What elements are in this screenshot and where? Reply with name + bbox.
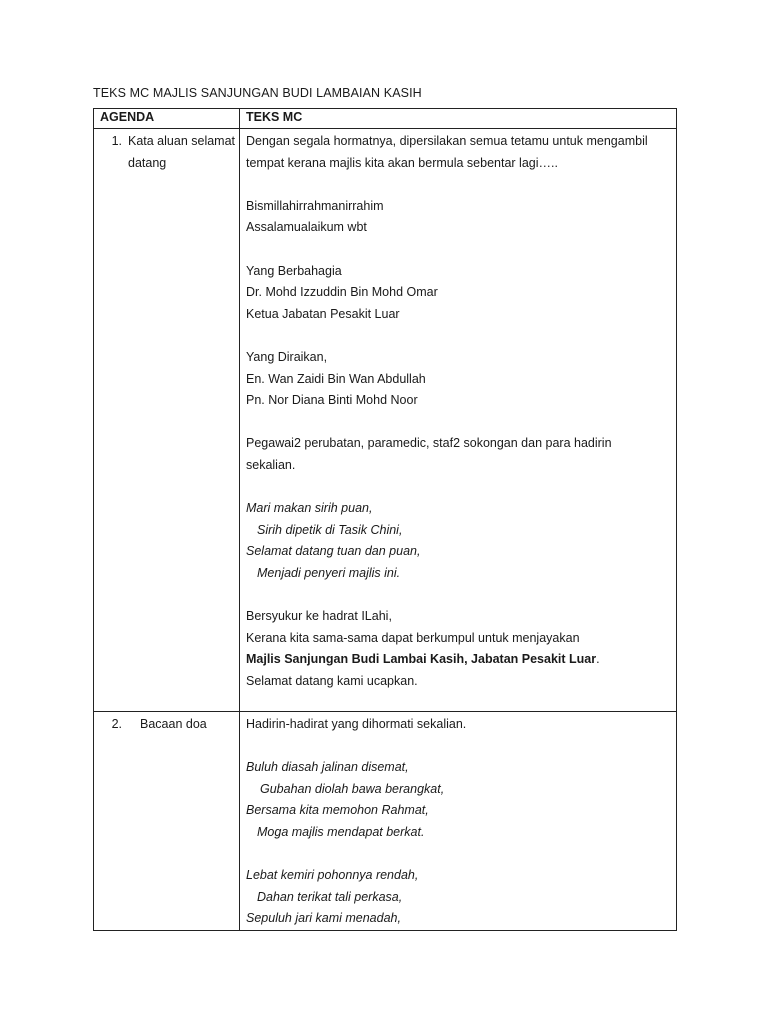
header-agenda: AGENDA: [94, 109, 240, 129]
pantun-line: Menjadi penyeri majlis ini.: [257, 565, 401, 580]
table-row: [94, 712, 677, 931]
pantun-line: Moga majlis mendapat berkat.: [257, 824, 425, 839]
text-line: tempat kerana majlis kita akan bermula sebentar lagi…..: [246, 155, 558, 170]
text-line: [246, 649, 670, 671]
paragraph: [246, 714, 670, 736]
text-line: Dengan segala hormatnya, dipersilakan semua tetamu untuk mengambil: [246, 134, 648, 148]
text-line: Hadirin-hadirat yang dihormati sekalian.: [246, 717, 467, 731]
pantun-line: Mari makan sirih puan,: [246, 501, 373, 516]
text-line: Pegawai2 perubatan, paramedic, staf2 sokongan dan para hadirin: [246, 436, 612, 451]
item-label-line: Bacaan doa: [140, 717, 207, 731]
pantun-line: Sirih dipetik di Tasik Chini,: [257, 522, 403, 537]
header-teks-mc: TEKS MC: [240, 109, 677, 129]
text-line: Kerana kita sama-sama dapat berkumpul untuk menjayakan: [246, 630, 580, 645]
agenda-cell: [94, 712, 240, 931]
pantun-line: Bersama kita memohon Rahmat,: [246, 803, 429, 818]
paragraph: [246, 196, 670, 239]
mc-text-cell: [240, 712, 677, 931]
pantun-line: Buluh diasah jalinan disemat,: [246, 760, 409, 775]
pantun: [246, 865, 670, 930]
text-line: Bismillahirrahmanirrahim: [246, 198, 384, 213]
event-name-bold: Majlis Sanjungan Budi Lambai Kasih, Jabatan Pesakit Luar: [246, 652, 597, 667]
text-line: Ketua Jabatan Pesakit Luar: [246, 306, 400, 321]
pantun-line: Gubahan diolah bawa berangkat,: [260, 781, 445, 796]
item-label: [128, 714, 207, 736]
text-line: sekalian.: [246, 457, 296, 472]
item-number: 2.: [111, 717, 122, 731]
table-header-row: [94, 109, 677, 129]
item-label: [128, 131, 235, 174]
table-row: [94, 129, 677, 712]
paragraph: [246, 606, 670, 692]
text-line: Assalamualaikum wbt: [246, 220, 367, 235]
text-line: Yang Diraikan,: [246, 349, 328, 364]
pantun-line: Lebat kemiri pohonnya rendah,: [246, 868, 419, 883]
agenda-table: [93, 108, 677, 931]
pantun: [246, 757, 670, 843]
text-line: Dr. Mohd Izzuddin Bin Mohd Omar: [246, 285, 438, 300]
item-label-line: datang: [128, 155, 167, 170]
paragraph: [246, 433, 670, 476]
mc-text-cell: [240, 129, 677, 712]
paragraph: [246, 131, 670, 174]
agenda-cell: [94, 129, 240, 712]
text-line: Yang Berbahagia: [246, 263, 342, 278]
text-line: Bersyukur ke hadrat ILahi,: [246, 609, 392, 624]
pantun: [246, 498, 670, 584]
pantun-line: Selamat datang tuan dan puan,: [246, 544, 421, 559]
text-line: Selamat datang kami ucapkan.: [246, 673, 418, 688]
text-line: Pn. Nor Diana Binti Mohd Noor: [246, 393, 418, 408]
document-title: TEKS MC MAJLIS SANJUNGAN BUDI LAMBAIAN KASIH: [93, 86, 422, 100]
paragraph: [246, 261, 670, 326]
item-label-line: Kata aluan selamat: [128, 134, 236, 148]
pantun-line: Dahan terikat tali perkasa,: [257, 889, 403, 904]
paragraph: [246, 347, 670, 412]
pantun-line: Sepuluh jari kami menadah,: [246, 911, 401, 926]
text-period: .: [596, 652, 600, 667]
item-number: 1.: [111, 134, 122, 148]
text-line: En. Wan Zaidi Bin Wan Abdullah: [246, 371, 426, 386]
